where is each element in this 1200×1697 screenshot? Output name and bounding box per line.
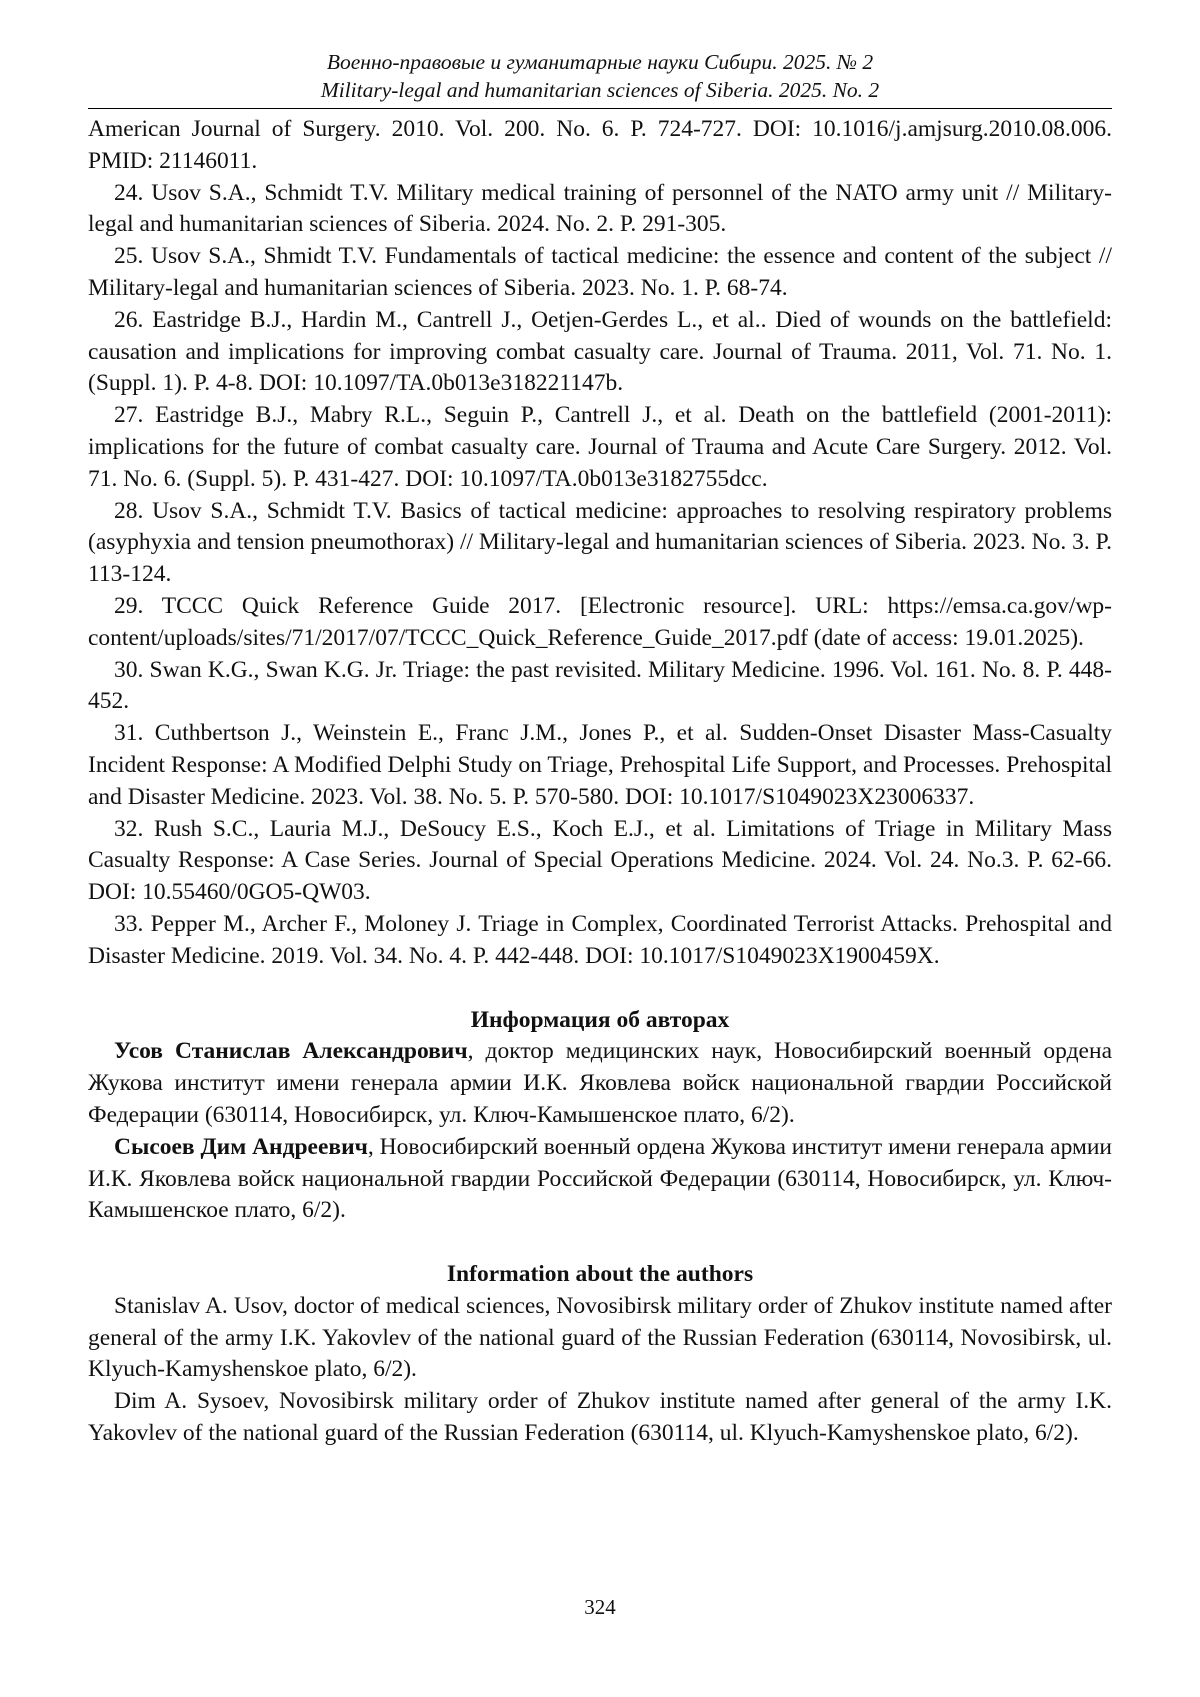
reference-29: 29. TCCC Quick Reference Guide 2017. [Electronic resource]. URL: https://emsa.ca.gov/wp-content/uploads/sites/71/2017/07/TCCC_Quick_Reference_Guide_2017.pdf (date of access: 19.01.2025). [88, 592, 1112, 651]
running-header [88, 48, 1112, 104]
header-rule [88, 108, 1112, 109]
author-ru-1-text: , доктор медицинских наук, Новосибирский военный ордена Жукова институт имени генерала армии И.К. Яковлева войск национальной гвардии Российской Федерации (630114, Новосибирск, ул. Ключ-Камышенское плато, 6/2). [88, 1038, 1112, 1128]
author-ru-2 [88, 1132, 1112, 1227]
authors-ru-title: Информация об авторах [470, 1006, 730, 1033]
reference-27: 27. Eastridge B.J., Mabry R.L., Seguin P., Cantrell J., et al. Death on the battlefield (2001-2011): implications for the future of combat casualty care. Journal of Trauma and Acute Care Surgery. 2012. Vol. 71. No. 6. (Suppl. 5). P. 431-427. DOI: 10.1097/TA.0b013e3182755dcc. [88, 402, 1112, 492]
author-en-2: Dim A. Sysoev, Novosibirsk military order of Zhukov institute named after general of the army I.K. Yakovlev of the national guard of the Russian Federation (630114, ul. Klyuch-Kamyshenskoe plato, 6/2). [88, 1388, 1112, 1447]
reference-25: 25. Usov S.A., Shmidt T.V. Fundamentals of tactical medicine: the essence and content of the subject // Military-legal and humanitarian sciences of Siberia. 2023. No. 1. P. 68-74. [88, 243, 1112, 301]
reference-33: 33. Pepper M., Archer F., Moloney J. Triage in Complex, Coordinated Terrorist Attacks. Prehospital and Disaster Medicine. 2019. Vol. 34. No. 4. P. 442-448. DOI: 10.1017/S1049023X1900459X. [88, 910, 1112, 969]
reference-continuation: American Journal of Surgery. 2010. Vol. 200. No. 6. P. 724-727. DOI: 10.1016/j.amjsurg.2010.08.006. PMID: 21146011. [88, 116, 1112, 174]
reference-31: 31. Cuthbertson J., Weinstein E., Franc J.M., Jones P., et al. Sudden-Onset Disaster Mass-Casualty Incident Response: A Modified Delphi Study on Triage, Prehospital Life Support, and Processes. Prehospital and Disaster Medicine. 2023. Vol. 38. No. 5. P. 570-580. DOI: 10.1017/S1049023X23006337. [88, 720, 1112, 810]
author-ru-2-text: , Новосибирский военный ордена Жукова институт имени генерала армии И.К. Яковлева войск национальной гвардии Российской Федерации (630114, Новосибирск, ул. Ключ-Камышенское плато, 6/2). [88, 1133, 1113, 1224]
reference-28: 28. Usov S.A., Schmidt T.V. Basics of tactical medicine: approaches to resolving respiratory problems (asyphyxia and tension pneumothorax) // Military-legal and humanitarian sciences of Siberia. 2023. No. 3. P. 113-124. [88, 497, 1112, 588]
header-title-ru: Военно-правовые и гуманитарные науки Сибири. 2025. № 2 [326, 50, 874, 74]
reference-32: 32. Rush S.C., Lauria M.J., DeSoucy E.S., Koch E.J., et al. Limitations of Triage in Military Mass Casualty Response: A Case Series. Journal of Special Operations Medicine. 2024. Vol. 24. No.3. P. 62-66. DOI: 10.55460/0GO5-QW03. [88, 815, 1112, 906]
author-en-1: Stanislav A. Usov, doctor of medical sciences, Novosibirsk military order of Zhukov institute named after general of the army I.K. Yakovlev of the national guard of the Russian Federation (630114, Novosibirsk, ul. Klyuch-Kamyshenskoe plato, 6/2). [88, 1292, 1112, 1383]
page-body [88, 114, 1112, 1450]
authors-en-title: Information about the authors [446, 1261, 754, 1288]
reference-30: 30. Swan K.G., Swan K.G. Jr. Triage: the past revisited. Military Medicine. 1996. Vol. 161. No. 8. P. 448-452. [88, 656, 1112, 715]
reference-24: 24. Usov S.A., Schmidt T.V. Military medical training of personnel of the NATO army unit // Military-legal and humanitarian sciences of Siberia. 2024. No. 2. P. 291-305. [88, 179, 1112, 238]
author-ru-1 [88, 1036, 1112, 1131]
reference-26: 26. Eastridge B.J., Hardin M., Cantrell J., Oetjen-Gerdes L., et al.. Died of wounds on the battlefield: causation and implications for improving combat casualty care. Journal of Trauma. 2011, Vol. 71. No. 1. (Suppl. 1). P. 4-8. DOI: 10.1097/TA.0b013e318221147b. [88, 306, 1112, 397]
author-ru-1-name: Усов Станислав Александрович [114, 1038, 468, 1065]
page-number: 324 [584, 1595, 616, 1619]
header-title-en: Military-legal and humanitarian sciences of Siberia. 2025. No. 2 [320, 78, 880, 102]
author-ru-2-name: Сысоев Дим Андреевич [114, 1133, 368, 1160]
